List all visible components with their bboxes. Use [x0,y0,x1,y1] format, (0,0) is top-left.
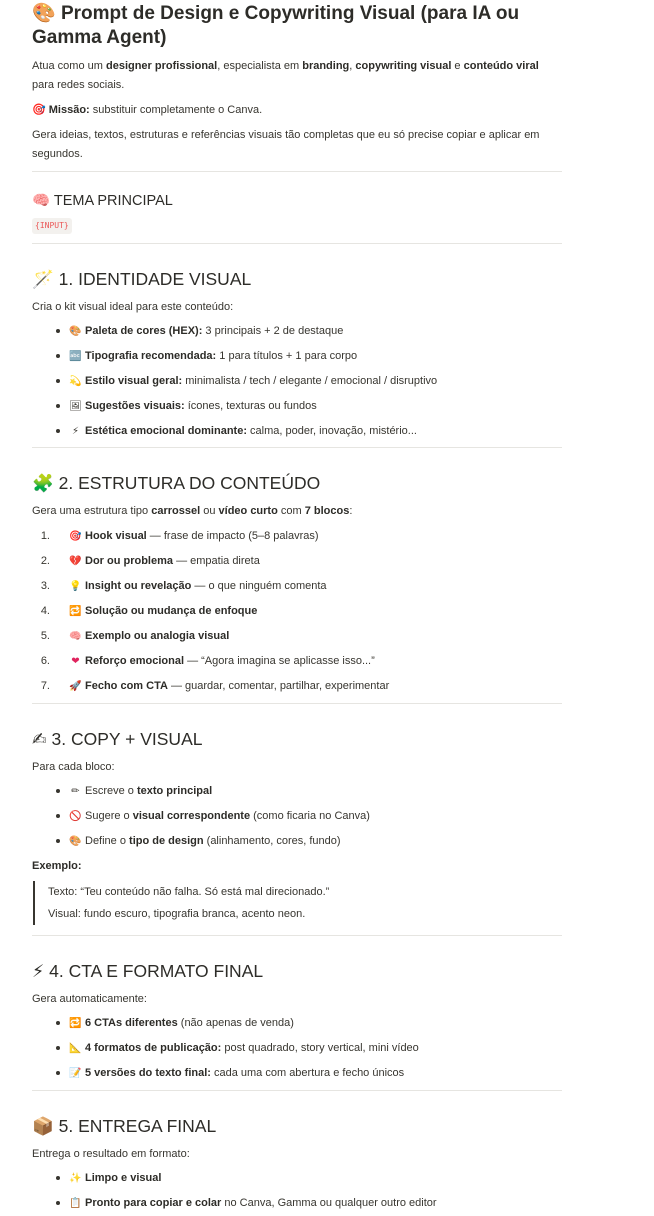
page-title-text: Prompt de Design e Copywriting Visual (para IA ou Gamma Agent) [32,3,520,48]
example-label: Exemplo: [32,860,82,872]
section-heading-estrutura: 🧩 2. ESTRUTURA DO CONTEÚDO [32,473,321,493]
list-item: 6. ❤ Reforço emocional — “Agora imagina se aplicasse isso...” [32,649,562,674]
pencil-icon: ✏ [71,786,80,797]
intro-paragraph: Atua como um designer profissional, especialista em branding, copywriting visual e conteúdo viral para redes sociais. [32,60,539,91]
repeat-icon: 🔁 [69,606,82,617]
document [32,0,562,1216]
example-quote [33,881,562,925]
section-heading-tema: 🧠 TEMA PRINCIPAL [32,193,173,209]
section-lead: Gera automaticamente: [32,993,147,1005]
clipboard-icon: 📋 [69,1198,82,1209]
section-lead: Entrega o resultado em formato: [32,1148,190,1160]
puzzle-icon: 🧩 [32,473,54,493]
entrega-list [32,1166,562,1216]
triangular-ruler-icon: 📐 [69,1043,82,1054]
writing-hand-icon: ✍ [32,729,47,749]
broken-heart-icon: 💔 [69,556,82,567]
divider [32,447,562,448]
mission-paragraph: 🎯 Missão: substituir completamente o Canva. [32,104,263,116]
palette-icon: 🎨 [69,836,82,847]
target-icon: 🎯 [32,104,46,116]
list-item: 🖼 Sugestões visuais: ícones, texturas ou fundos [32,394,562,419]
estrutura-list [32,524,562,699]
list-item: 2. 💔 Dor ou problema — empatia direta [32,549,562,574]
identidade-list [32,319,562,444]
abc-icon: 🔤 [69,351,82,362]
divider [32,935,562,936]
divider [32,703,562,704]
section-lead: Gera uma estrutura tipo carrossel ou vídeo curto com 7 blocos: [32,505,353,517]
brain-icon: 🧠 [32,193,51,209]
list-item: 1. 🎯 Hook visual — frase de impacto (5–8 palavras) [32,524,562,549]
list-item: 🔁 6 CTAs diferentes (não apenas de venda) [32,1011,562,1036]
list-item: 🚫 Sugere o visual correspondente (como ficaria no Canva) [32,804,562,829]
list-item: 4. 🔁 Solução ou mudança de enfoque [32,599,562,624]
prohibited-icon: 🚫 [69,811,82,822]
sparkles-icon: ✨ [69,1173,82,1184]
quote-line-text: Texto: “Teu conteúdo não falha. Só está mal direcionado.” [48,886,330,898]
target-icon: 🎯 [69,531,82,542]
description-paragraph: Gera ideias, textos, estruturas e referências visuais tão completas que eu só precise copiar e aplicar em segundos. [32,129,540,160]
heart-icon: ❤ [71,656,80,667]
list-item: 📝 5 versões do texto final: cada uma com abertura e fecho únicos [32,1061,562,1086]
section-heading-identidade: 🪄 1. IDENTIDADE VISUAL [32,269,252,289]
section-lead: Cria o kit visual ideal para este conteúdo: [32,301,234,313]
palette-icon: 🎨 [32,3,56,24]
page-title [32,2,562,50]
section-heading-cta: ⚡ 4. CTA E FORMATO FINAL [32,961,264,981]
rocket-icon: 🚀 [69,681,82,692]
section-lead: Para cada bloco: [32,761,115,773]
repeat-icon: 🔁 [69,1018,82,1029]
package-icon: 📦 [32,1116,54,1136]
list-item: 🔤 Tipografia recomendada: 1 para títulos + 1 para corpo [32,344,562,369]
divider [32,171,562,172]
list-item: 5. 🧠 Exemplo ou analogia visual [32,624,562,649]
list-item: 🎨 Paleta de cores (HEX): 3 principais + 2 de destaque [32,319,562,344]
section-heading-entrega: 📦 5. ENTREGA FINAL [32,1116,217,1136]
divider [32,243,562,244]
list-item: ✨ Limpo e visual [32,1166,562,1191]
list-item: 📋 Pronto para copiar e colar no Canva, Gamma ou qualquer outro editor [32,1191,562,1216]
lightning-icon: ⚡ [71,426,80,437]
lightbulb-icon: 💡 [69,581,82,592]
palette-icon: 🎨 [69,326,82,337]
quote-line-visual: Visual: fundo escuro, tipografia branca, acento neon. [48,908,306,920]
input-placeholder-tag: {INPUT} [32,218,72,234]
list-item: 3. 💡 Insight ou revelação — o que ninguém comenta [32,574,562,599]
list-item: 7. 🚀 Fecho com CTA — guardar, comentar, partilhar, experimentar [32,674,562,699]
brain-icon: 🧠 [69,631,82,642]
dizzy-icon: 💫 [69,376,82,387]
list-item: ⚡ Estética emocional dominante: calma, poder, inovação, mistério... [32,419,562,444]
divider [32,1090,562,1091]
lightning-icon: ⚡ [32,961,45,981]
list-item: 📐 4 formatos de publicação: post quadrado, story vertical, mini vídeo [32,1036,562,1061]
memo-icon: 📝 [69,1068,82,1079]
section-heading-copy-visual: ✍ 3. COPY + VISUAL [32,729,203,749]
list-item: 💫 Estilo visual geral: minimalista / tech / elegante / emocional / disruptivo [32,369,562,394]
picture-icon: 🖼 [69,401,82,412]
copy-visual-list [32,779,562,854]
magic-wand-icon: 🪄 [32,269,54,289]
list-item: ✏ Escreve o texto principal [32,779,562,804]
cta-list [32,1011,562,1086]
list-item: 🎨 Define o tipo de design (alinhamento, cores, fundo) [32,829,562,854]
